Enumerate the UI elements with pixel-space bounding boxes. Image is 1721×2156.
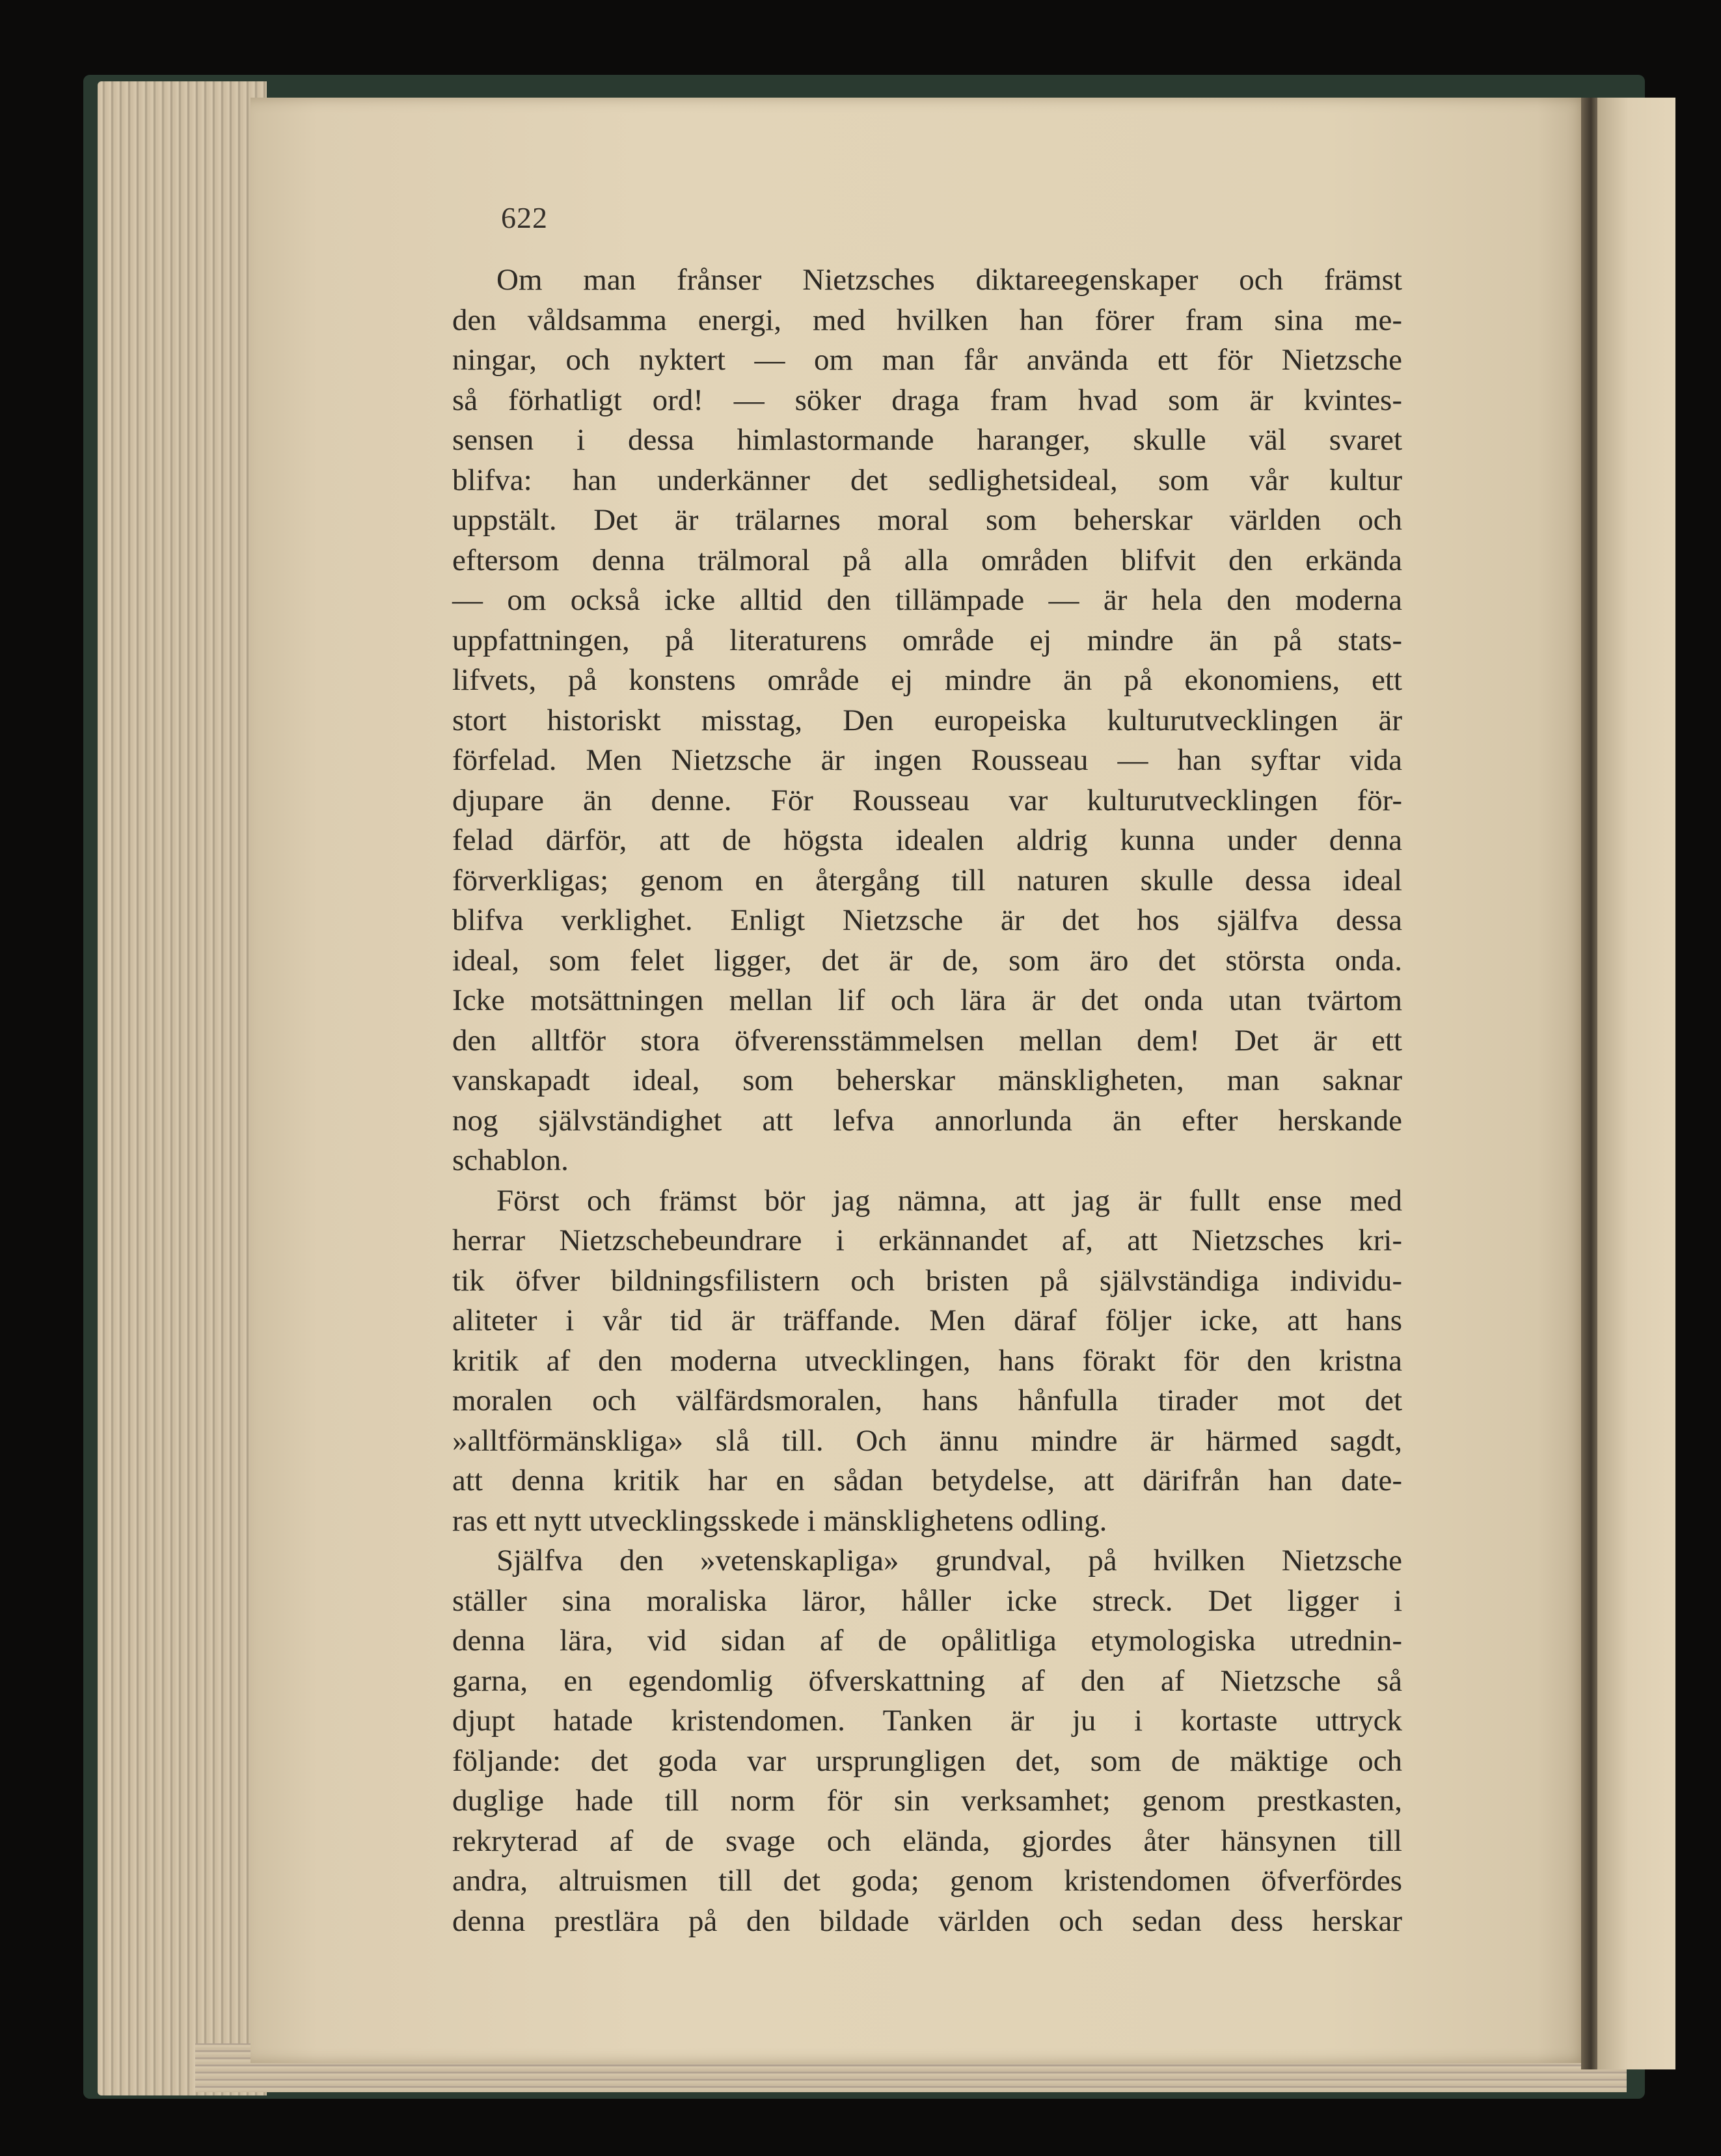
text-line: förverkligas; genom en återgång till naturen skulle dessa ideal [452,863,1402,897]
text-line: ras ett nytt utvecklingsskede i mänsklighetens odling. [452,1503,1107,1538]
text-line: — om också icke alltid den tillämpade — är hela den moderna [452,583,1402,617]
text-line: felad därför, att de högsta idealen aldrig kunna under denna [452,823,1402,857]
page-number: 622 [501,201,548,234]
text-line: den våldsamma energi, med hvilken han förer fram sina me- [452,303,1402,337]
facing-page [1597,98,1675,2069]
text-line: djupare än denne. För Rousseau var kulturutvecklingen för- [452,783,1402,817]
text-line: Om man frånser Nietzsches diktareegenskaper och främst [496,263,1402,297]
text-line: följande: det goda var ursprungligen det, som de mäktige och [452,1743,1402,1778]
text-line: duglige hade till norm för sin verksamhet; genom prestkasten, [452,1784,1402,1818]
text-line: den alltför stora öfverensstämmelsen mellan dem! Det är ett [452,1023,1402,1058]
text-line: tik öfver bildningsfilistern och bristen på självständiga individu- [452,1263,1402,1298]
text-line: »alltförmänskliga» slå till. Och ännu mindre är härmed sagdt, [452,1423,1402,1458]
text-line: sensen i dessa himlastormande haranger, skulle väl svaret [452,423,1402,457]
text-line: att denna kritik har en sådan betydelse, att därifrån han date- [452,1464,1402,1497]
text-line: garna, en egendomlig öfverskattning af den af Nietzsche så [452,1663,1402,1698]
text-line: djupt hatade kristendomen. Tanken är ju i kortaste uttryck [452,1704,1402,1738]
text-line: herrar Nietzschebeundrare i erkännandet af, att Nietzsches kri- [452,1223,1402,1257]
text-line: lifvets, på konstens område ej mindre än på ekonomiens, ett [452,663,1402,697]
body-text [452,260,1402,1941]
text-line: rekryterad af de svage och elända, gjordes åter hänsynen till [452,1823,1402,1858]
text-line: eftersom denna trälmoral på alla områden blifvit den erkända [452,543,1402,577]
text-line: nog självständighet att lefva annorlunda än efter herskande [452,1103,1402,1138]
text-line: uppstält. Det är trälarnes moral som beherskar världen och [452,503,1402,537]
text-line: Själfva den »vetenskapliga» grundval, på hvilken Nietzsche [496,1544,1402,1577]
text-line: andra, altruismen till det goda; genom kristendomen öfverfördes [452,1864,1402,1898]
text-line: blifva verklighet. Enligt Nietzsche är det hos själfva dessa [452,903,1402,937]
text-line: aliteter i vår tid är träffande. Men däraf följer icke, att hans [452,1303,1402,1337]
text-line: schablon. [452,1143,569,1177]
text-line: stort historiskt misstag, Den europeiska kulturutvecklingen är [452,703,1402,737]
text-line: kritik af den moderna utvecklingen, hans förakt för den kristna [452,1343,1402,1378]
text-line: Icke motsättningen mellan lif och lära är det onda utan tvärtom [452,983,1402,1017]
text-line: denna prestlära på den bildade världen och sedan dess herskar [452,1904,1402,1938]
text-line: denna lära, vid sidan af de opålitliga etymologiska utrednin- [452,1624,1402,1658]
text-line: ideal, som felet ligger, det är de, som äro det största onda. [452,943,1402,977]
text-line: ningar, och nyktert — om man får använda ett för Nietzsche [452,343,1402,377]
text-line: blifva: han underkänner det sedlighetsideal, som vår kultur [452,463,1402,497]
page-edges [98,81,267,2095]
text-line: förfelad. Men Nietzsche är ingen Rousseau — han syftar vida [452,743,1402,777]
text-line: Först och främst bör jag nämna, att jag är fullt ense med [496,1183,1402,1218]
text-line: moralen och välfärdsmoralen, hans hånfulla tirader mot det [452,1384,1402,1417]
text-line: uppfattningen, på literaturens område ej mindre än på stats- [452,623,1402,657]
text-line: vanskapadt ideal, som beherskar mänskligheten, man saknar [452,1063,1402,1097]
text-line: så förhatligt ord! — söker draga fram hvad som är kvintes- [452,383,1402,417]
text-line: ställer sina moraliska läror, håller icke streck. Det ligger i [452,1583,1402,1618]
